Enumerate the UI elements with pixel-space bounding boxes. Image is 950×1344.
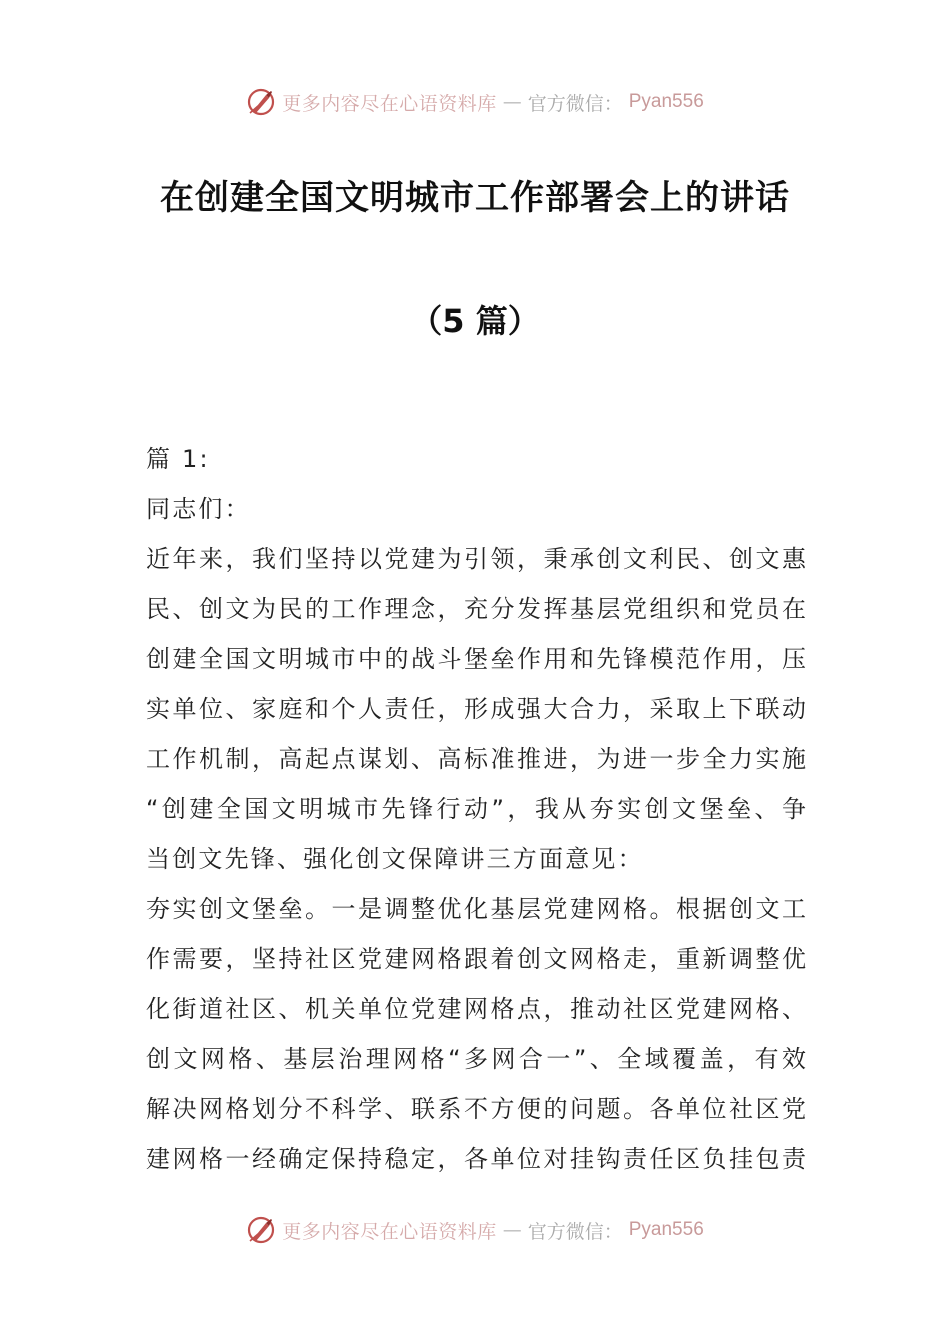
banner-wechat-id: Pyan556 xyxy=(628,91,704,112)
banner-promo-text: 更多内容尽在心语资料库 xyxy=(282,1220,497,1243)
body-line: 化街道社区、机关单位党建网格点，推动社区党建网格、 xyxy=(146,995,806,1023)
banner-separator: — xyxy=(502,1219,522,1241)
banner-wechat-label: 官方微信： xyxy=(527,92,623,115)
body-line: 当创文先锋、强化创文保障讲三方面意见： xyxy=(146,845,644,873)
body-line: 近年来，我们坚持以党建为引领，秉承创文利民、创文惠 xyxy=(146,545,806,573)
body-line: 创建全国文明城市中的战斗堡垒作用和先锋模范作用，压 xyxy=(146,645,806,673)
quill-pen-icon xyxy=(246,87,276,117)
header-watermark-banner xyxy=(0,82,950,122)
body-line: 作需要，坚持社区党建网格跟着创文网格走，重新调整优 xyxy=(146,945,806,973)
salutation: 同志们： xyxy=(146,495,251,523)
body-line: 夯实创文堡垒。一是调整优化基层党建网格。根据创文工 xyxy=(146,895,806,923)
body-line: 创文网格、基层治理网格“多网合一”、全域覆盖，有效 xyxy=(146,1045,806,1073)
banner-wechat-label: 官方微信： xyxy=(527,1220,623,1243)
footer-watermark-banner xyxy=(0,1210,950,1250)
banner-wechat-id: Pyan556 xyxy=(628,1219,704,1240)
body-line: 工作机制，高起点谋划、高标准推进，为进一步全力实施 xyxy=(146,745,806,773)
quill-pen-icon xyxy=(246,1215,276,1245)
body-line: 解决网格划分不科学、联系不方便的问题。各单位社区党 xyxy=(146,1095,806,1123)
section-label: 篇 1: xyxy=(146,445,210,473)
body-line: 实单位、家庭和个人责任，形成强大合力，采取上下联动 xyxy=(146,695,806,723)
document-title: 在创建全国文明城市工作部署会上的讲话 xyxy=(160,178,790,218)
document-body xyxy=(146,434,806,1184)
body-line: 建网格一经确定保持稳定，各单位对挂钩责任区负挂包责 xyxy=(146,1145,806,1173)
body-line: “创建全国文明城市先锋行动”，我从夯实创文堡垒、争 xyxy=(146,795,806,823)
banner-separator: — xyxy=(502,91,522,113)
document-subtitle: （5 篇） xyxy=(410,302,540,340)
body-line: 民、创文为民的工作理念，充分发挥基层党组织和党员在 xyxy=(146,595,806,623)
banner-promo-text: 更多内容尽在心语资料库 xyxy=(282,92,497,115)
